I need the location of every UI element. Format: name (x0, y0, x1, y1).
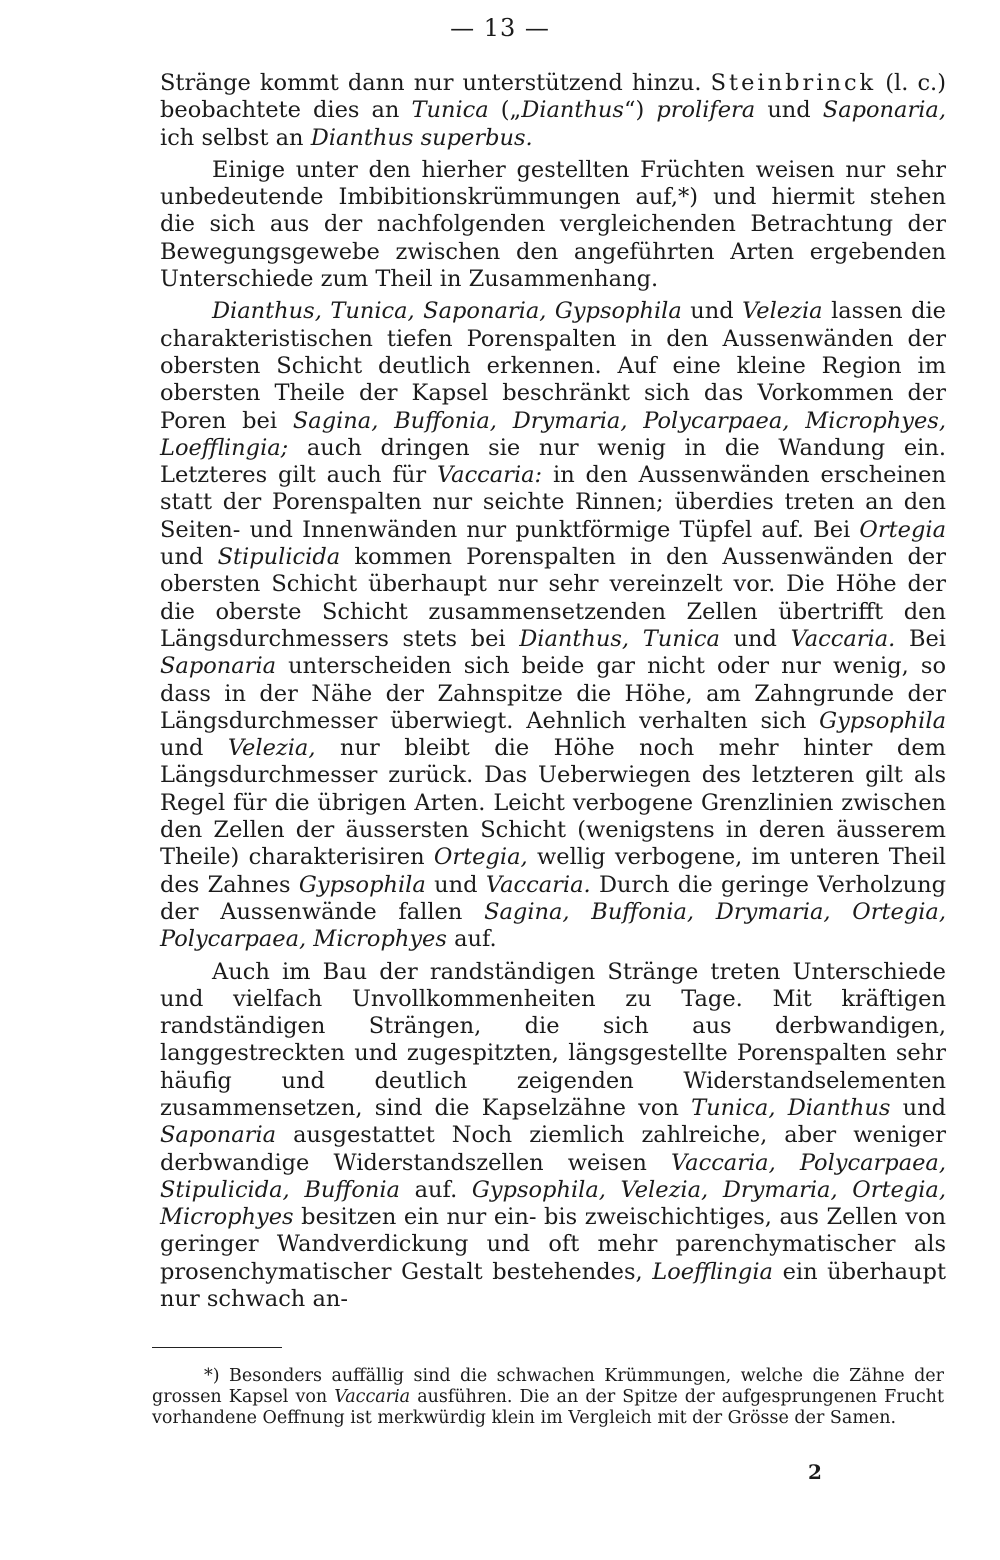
species-name: Tunica, Dianthus (691, 1094, 891, 1121)
text-run: Stränge kommt dann nur unterstützend hinzu. (160, 70, 711, 96)
species-name: Vaccaria. (790, 625, 896, 652)
page-number-header: — 13 — (450, 14, 550, 42)
footnote-divider (152, 1347, 282, 1348)
author-name: Steinbrinck (710, 70, 877, 96)
text-run: ein überhaupt nur schwach an- (160, 1258, 946, 1313)
text-run: Auch im Bau der randständigen Stränge treten Unterschiede und vielfach Unvollkommenheiten zu Tage. Mit kräftigen randständigen Strängen, die sich aus derbwandigen, langgestreckten und zugespitzten, längsgestellte Porenspalten sehr häufig und deutlich zeigenden Widerstandselementen zusammensetzen, sind die Kapselzähne von (160, 958, 946, 1121)
text-run: („ (488, 97, 522, 124)
text-run: auf. (446, 926, 497, 953)
footnote (152, 1366, 944, 1429)
species-name: Gypsophila (819, 707, 946, 734)
text-run: und (719, 625, 791, 652)
text-run: (l. c.) beobachtete dies an (160, 70, 946, 124)
species-name: Dianthus (521, 97, 624, 124)
species-name: Gypsophila, Velezia, Drymaria, Ortegia, Microphyes (160, 1176, 946, 1231)
text-run: nur bleibt die Höhe noch mehr hinter dem Längsdurchmesser zurück. Das Ueberwiegen des letzteren gilt als Regel für die übrigen Arten. Leicht verbogene Grenzlinien zwischen den Zellen der äussersten Schicht (wenigstens in deren äusserem Theile) charakterisiren (160, 735, 946, 871)
species-name: Dianthus superbus. (310, 124, 533, 151)
body-text (160, 70, 946, 1313)
species-name: Dianthus, Tunica, Saponaria, Gypsophila (212, 298, 682, 325)
species-name: Vaccaria. (485, 871, 591, 898)
paragraph-4 (160, 959, 946, 1314)
text-run: Bei (895, 625, 946, 652)
text-run: wellig verbogene, im unteren Theil des Zahnes (160, 844, 947, 898)
species-name: Dianthus, Tunica (519, 625, 720, 652)
text-run: besitzen ein nur ein- bis zweischichtiges, aus Zellen von geringer Wandverdickung und oft mehr parenchymatischer als prosenchymatischer Gestalt bestehendes, (160, 1204, 946, 1285)
text-run: kommen Porenspalten in den Aussenwänden der obersten Schicht überhaupt nur sehr vereinzelt vor. Die Höhe der die oberste Schicht zusammensetzenden Zellen übertrifft den Längsdurchmessers stets bei (160, 544, 946, 652)
paragraph-2: Einige unter den hierher gestellten Früchten weisen nur sehr unbedeutende Imbibitionskrümmungen auf,*) und hiermit stehen die sich aus der nachfolgenden vergleichenden Betrachtung der Bewegungsgewebe zwischen den angeführten Arten ergebenden Unterschiede zum Theil in Zusammenhang. (160, 156, 946, 293)
species-name: Sagina, Buffonia, Drymaria, Ortegia, Polycarpaea, Microphyes (160, 898, 946, 953)
species-name: Sagina, Buffonia, Drymaria, Polycarpaea, Microphyes, Loefflingia; (160, 407, 946, 461)
text-run: ausgestattet Noch ziemlich zahlreiche, aber weniger derbwandige Widerstandszellen weisen (160, 1122, 946, 1176)
species-name: Velezia (742, 298, 823, 325)
species-name: Tunica (411, 97, 489, 124)
text-run: auch dringen sie nur wenig in die Wandung ein. Letzteres gilt auch für (160, 434, 946, 489)
species-name: Vaccaria: (436, 462, 543, 489)
signature-mark: 2 (808, 1460, 822, 1484)
species-name: Saponaria, (822, 97, 946, 124)
species-name: Stipulicida (217, 544, 341, 571)
text-run: ich selbst an (160, 124, 311, 151)
species-name: Vaccaria, Polycarpaea, Stipulicida, Buffonia (160, 1149, 946, 1203)
paragraph-1 (160, 70, 946, 152)
text-run: *) Besonders auffällig sind die schwachen Krümmungen, welche die Zähne der grossen Kapsel von (152, 1366, 944, 1407)
footnote-text (152, 1366, 944, 1429)
species-name: prolifera (656, 97, 756, 124)
species-name: Saponaria (160, 653, 277, 680)
text-run: “) (623, 97, 657, 124)
species-name: Saponaria (160, 1122, 277, 1149)
species-name: Ortegia (859, 516, 946, 543)
text-run: auf. (399, 1176, 472, 1203)
species-name: Vaccaria (334, 1387, 411, 1407)
text-run: und (755, 97, 823, 124)
text-run: und (160, 544, 218, 571)
species-name: Velezia, (227, 735, 316, 762)
species-name: Gypsophila (298, 871, 426, 898)
text-run: in den Aussenwänden erscheinen statt der Porenspalten nur seichte Rinnen; überdies treten an den Seiten- und Innenwänden nur punktförmige Tüpfel auf. Bei (160, 462, 946, 543)
text-run: und (681, 298, 743, 325)
text-run: und (890, 1094, 947, 1121)
text-run: und (425, 871, 486, 898)
text-run: und (160, 735, 228, 762)
text-run: lassen die charakteristischen tiefen Porenspalten in den Aussenwänden der obersten Schicht deutlich erkennen. Auf eine kleine Region im obersten Theile der Kapsel beschränkt sich das Vorkommen der Poren bei (160, 298, 946, 434)
species-name: Ortegia, (433, 844, 528, 871)
text-run: ausführen. Die an der Spitze der aufgesprungenen Frucht vorhandene Oeffnung ist merkwürdig klein im Vergleich mit der Grösse der Samen. (152, 1387, 944, 1428)
species-name: Loefflingia (652, 1258, 773, 1285)
text-run: unterscheiden sich beide gar nicht oder nur wenig, so dass in der Nähe der Zahnspitze die Höhe, am Zahngrunde der Längsdurchmesser überwiegt. Aehnlich verhalten sich (160, 653, 946, 734)
text-run: Durch die geringe Verholzung der Aussenwände fallen (160, 871, 946, 925)
paragraph-3 (160, 298, 946, 953)
